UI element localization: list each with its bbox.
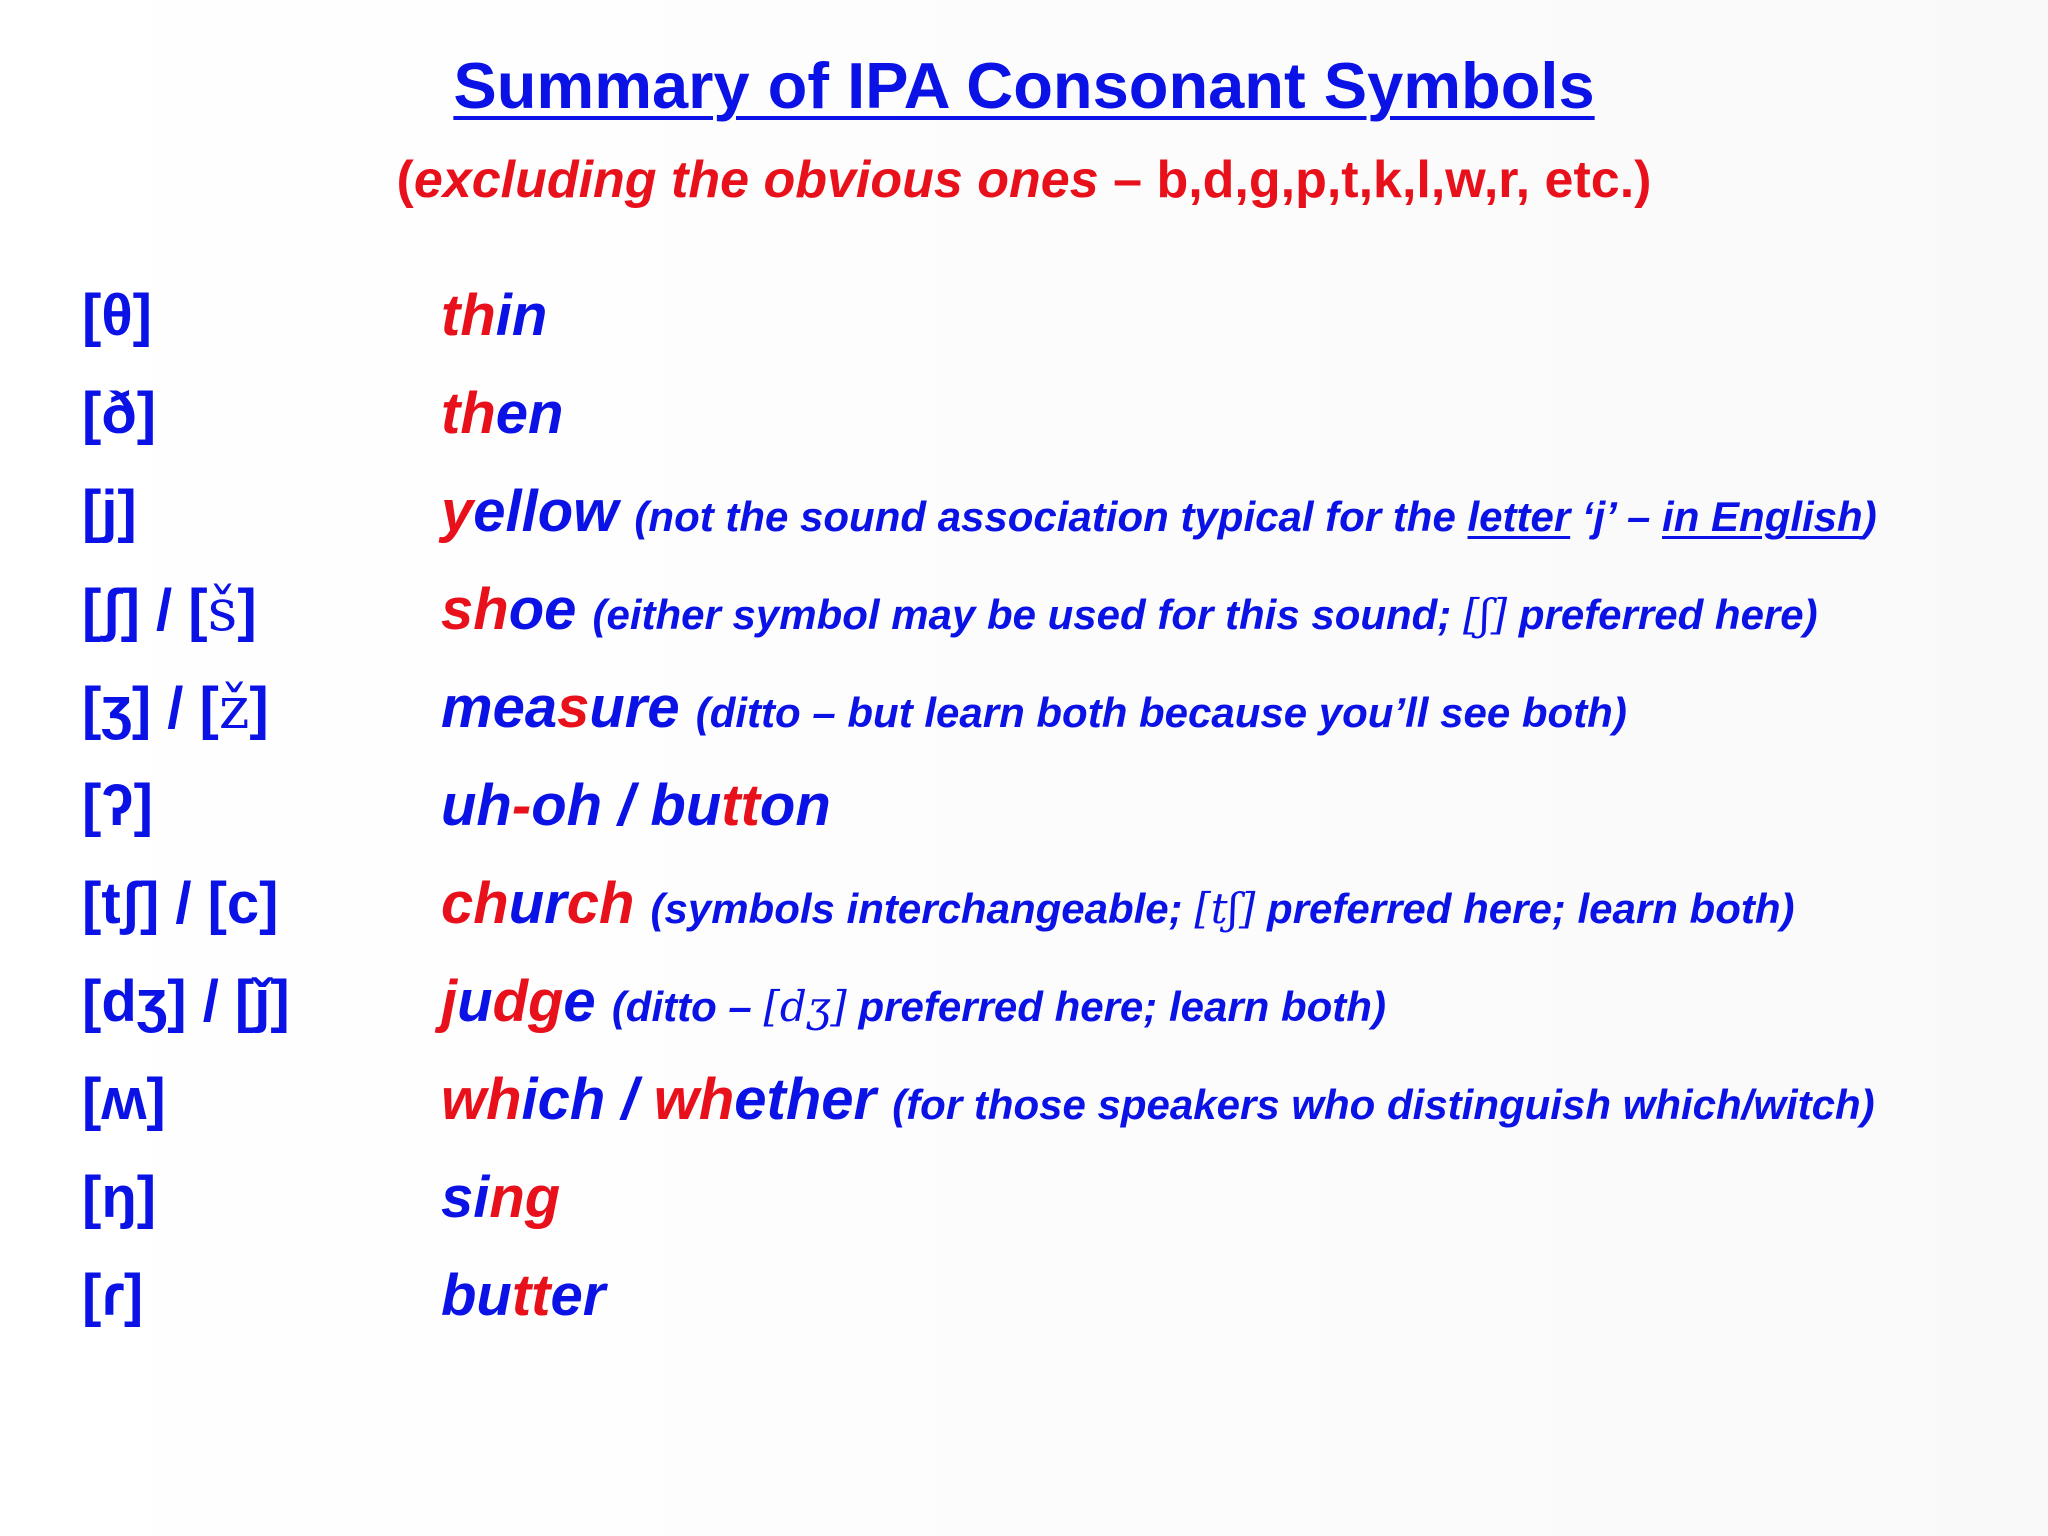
list-item: [0, 674, 2048, 764]
example-word: [441, 380, 563, 447]
example-word: [441, 674, 1627, 741]
example-highlight: tt: [721, 773, 760, 838]
note-ipa: [ʃ]: [1462, 590, 1508, 639]
example-word: [441, 1262, 605, 1329]
list-item: [0, 1164, 2048, 1254]
ipa-symbol: [ŋ]: [82, 1165, 157, 1230]
ipa-symbol: [j]: [82, 479, 137, 544]
symbol-part: [ʃ] / [: [82, 578, 208, 643]
subtitle-italic: excluding the obvious ones: [413, 151, 1099, 209]
example-rest: oe: [508, 577, 577, 642]
example-word: [441, 1066, 1875, 1133]
ipa-symbol: [82, 674, 269, 742]
example-highlight: j: [441, 969, 458, 1034]
example-word: [441, 478, 1877, 545]
example-rest: ur: [508, 871, 567, 936]
ipa-symbol: [θ]: [82, 283, 152, 348]
list-item: [0, 282, 2048, 372]
example-rest: u: [457, 969, 493, 1034]
example-word: [441, 772, 831, 839]
example-note: [696, 689, 1627, 736]
note-text: ): [1862, 493, 1877, 540]
note-underlined: in English: [1662, 493, 1863, 540]
example-word: [441, 870, 1794, 937]
note-text: preferred here; learn both): [1255, 885, 1795, 932]
page-title: Summary of IPA Consonant Symbols: [453, 49, 1595, 122]
example-rest: ich /: [521, 1067, 654, 1132]
example-highlight: wh: [441, 1067, 522, 1132]
symbol-part: [ʒ] / [: [82, 676, 219, 741]
example-rest: ellow: [473, 479, 619, 544]
subtitle-rest: – b,d,g,p,t,k,l,w,r, etc.): [1098, 151, 1652, 209]
example-rest: mea: [441, 675, 558, 740]
example-note: [892, 1081, 1874, 1128]
note-text: (ditto – but learn both because you’ll see both): [695, 689, 1627, 736]
subtitle: [0, 150, 2048, 210]
example-highlight: ch: [566, 871, 635, 936]
list-item: [0, 380, 2048, 470]
note-text: (not the sound association typical for the: [634, 493, 1468, 540]
example-rest: ether: [734, 1067, 877, 1132]
example-note: [612, 983, 1386, 1030]
example-highlight: y: [441, 479, 474, 544]
note-text: preferred here): [1507, 591, 1818, 638]
example-rest: bu: [441, 1263, 512, 1328]
ipa-symbol: [dʒ] / [ǰ]: [82, 969, 290, 1034]
example-rest: in: [495, 283, 548, 348]
note-ipa: [dʒ]: [763, 982, 847, 1031]
list-item: [0, 576, 2048, 666]
example-highlight: ng: [489, 1165, 561, 1230]
list-item: [0, 478, 2048, 568]
example-rest: er: [550, 1263, 606, 1328]
example-highlight: s: [557, 675, 590, 740]
note-text: (for those speakers who distinguish which/witch): [892, 1081, 1875, 1128]
note-text: (either symbol may be used for this sound;: [592, 591, 1463, 638]
example-highlight: th: [441, 381, 496, 446]
note-text: preferred here; learn both): [846, 983, 1386, 1030]
note-text: (ditto –: [611, 983, 764, 1030]
ipa-symbol: [ʔ]: [82, 773, 153, 838]
example-note: [651, 885, 1795, 932]
example-word: [441, 282, 547, 349]
ipa-symbol: [ɾ]: [82, 1263, 144, 1328]
example-rest: oh / bu: [531, 773, 722, 838]
example-word: [441, 1164, 560, 1231]
ipa-symbol: [82, 576, 257, 644]
example-word: [441, 576, 1818, 643]
symbol-alt: š: [207, 576, 238, 644]
symbol-part: ]: [237, 578, 257, 643]
ipa-symbol: [tʃ] / [c]: [82, 871, 279, 936]
symbol-alt: ž: [218, 674, 250, 742]
example-highlight: wh: [653, 1067, 735, 1132]
example-highlight: dg: [492, 969, 564, 1034]
example-rest: uh: [441, 773, 512, 838]
example-note: [593, 591, 1818, 638]
list-item: [0, 870, 2048, 960]
note-text: (symbols interchangeable;: [650, 885, 1195, 932]
list-item: [0, 968, 2048, 1058]
example-rest: ure: [589, 675, 680, 740]
note-underlined: letter: [1467, 493, 1571, 540]
example-highlight: th: [441, 283, 496, 348]
example-highlight: ch: [441, 871, 509, 936]
example-word: [441, 968, 1386, 1035]
example-rest: e: [563, 969, 596, 1034]
note-text: ‘j’ –: [1570, 493, 1663, 540]
example-highlight: tt: [511, 1263, 551, 1328]
subtitle-open: (: [396, 151, 414, 209]
list-item: [0, 1066, 2048, 1156]
ipa-symbol: [ð]: [82, 381, 157, 446]
example-rest: en: [495, 381, 564, 446]
symbol-part: ]: [249, 676, 269, 741]
list-item: [0, 772, 2048, 862]
example-highlight: -: [511, 773, 532, 838]
list-item: [0, 1262, 2048, 1352]
ipa-symbol: [ʍ]: [82, 1067, 166, 1132]
example-note: [634, 493, 1876, 540]
example-rest: si: [441, 1165, 490, 1230]
note-ipa: [tʃ]: [1194, 884, 1256, 933]
example-rest: on: [759, 773, 831, 838]
example-highlight: sh: [441, 577, 509, 642]
